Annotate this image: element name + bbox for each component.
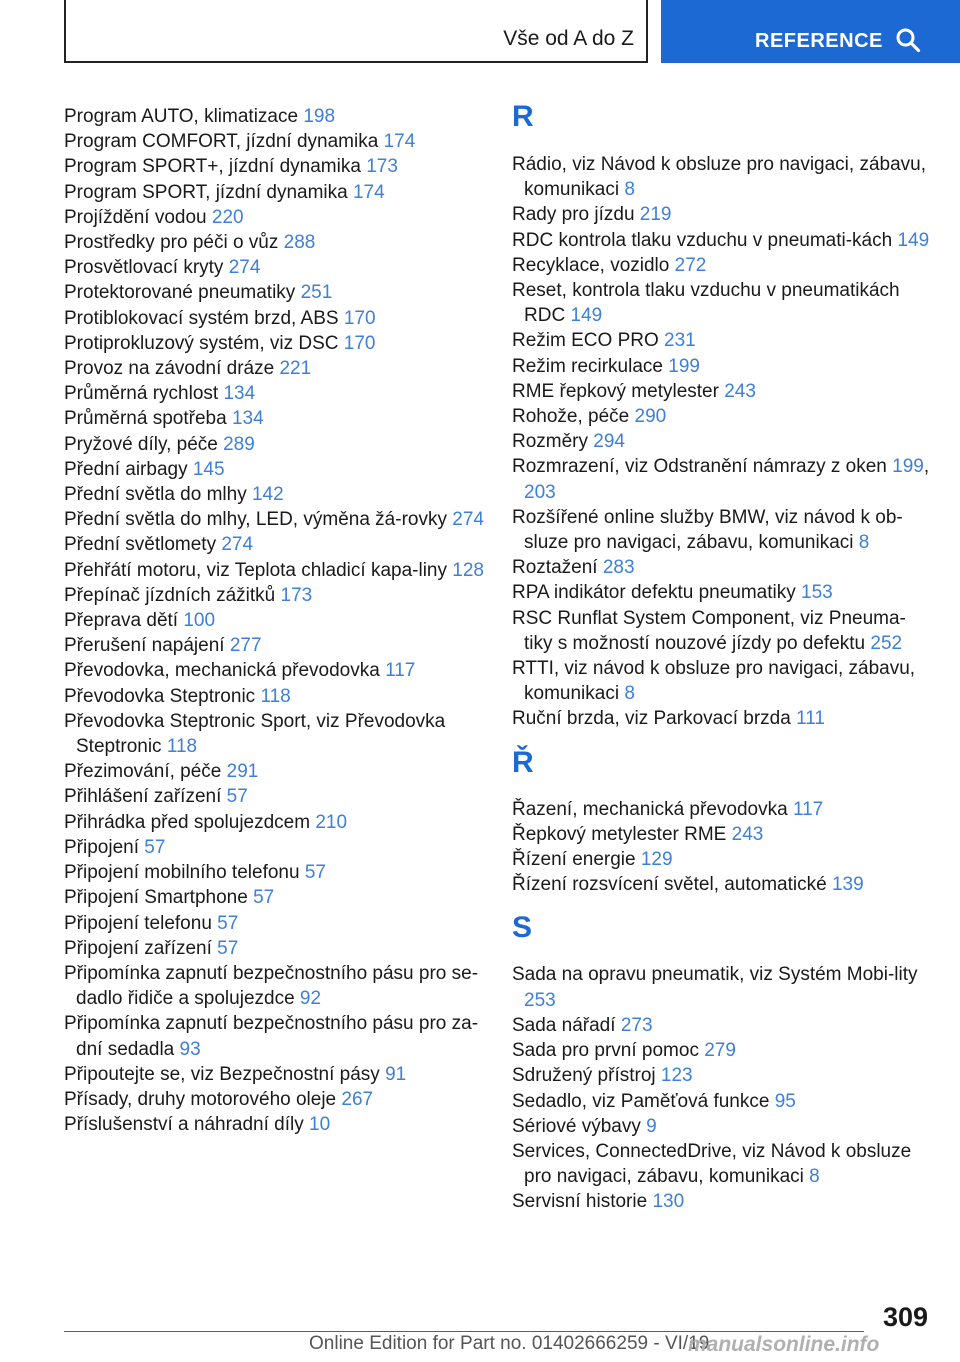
watermark: manualsonline.info (688, 1333, 880, 1356)
entry-term: Průměrná rychlost (64, 383, 219, 405)
index-entry (512, 328, 932, 353)
index-entry (64, 936, 484, 961)
index-entry (64, 835, 484, 860)
page-reference-link[interactable]: 8 (624, 179, 635, 201)
page-reference-link[interactable]: 283 (602, 557, 635, 579)
page-reference-link[interactable]: 149 (570, 305, 603, 327)
entry-term: Přepínač jízdních zážitků (64, 584, 276, 606)
entry-term: Sada nářadí (512, 1014, 616, 1036)
index-entry (64, 205, 484, 230)
index-entry (64, 583, 484, 608)
page-reference-link[interactable]: 219 (639, 204, 672, 226)
entry-term: Připoutejte se, viz Bezpečnostní pásy (64, 1063, 380, 1085)
index-entry (512, 1189, 932, 1214)
index-entry (512, 847, 932, 872)
entry-term: Řízení rozsvícení světel, automatické (512, 874, 827, 896)
page-reference-link[interactable]: 118 (260, 685, 291, 707)
section-letter: Ř (512, 745, 534, 779)
entry-term: RME řepkový metylester (512, 380, 719, 402)
index-entry (64, 1062, 484, 1087)
entry-term: Program SPORT+, jízdní dynamika (64, 156, 361, 178)
index-entry (64, 280, 484, 305)
page-reference-link[interactable]: 100 (183, 610, 216, 632)
page-reference-link[interactable]: 274 (228, 257, 261, 279)
index-entry (512, 1114, 932, 1139)
entry-term: Připojení zařízení (64, 937, 212, 959)
page-reference-link[interactable]: 57 (217, 937, 239, 959)
entry-term: Režim ECO PRO (512, 330, 659, 352)
entry-term: Rádio, viz Návod k obsluze pro navigaci, zábavu, komunikaci (512, 154, 927, 201)
entry-term: Rozmrazení, viz Odstranění námrazy z oken (512, 456, 887, 478)
index-entry (64, 331, 484, 356)
page-reference-link[interactable]: 57 (144, 836, 166, 858)
page-reference-link[interactable]: 149 (897, 229, 930, 251)
entry-term: Prosvětlovací kryty (64, 257, 224, 279)
page-reference-link[interactable]: 134 (231, 408, 264, 430)
entry-term: Průměrná spotřeba (64, 408, 227, 430)
entry-term: Řazení, mechanická převodovka (512, 798, 788, 820)
entry-term: Reset, kontrola tlaku vzduchu v pneumatikách RDC (512, 280, 900, 327)
reference-label: REFERENCE (755, 30, 883, 52)
entry-term: Řepkový metylester RME (512, 823, 727, 845)
entry-term: Program COMFORT, jízdní dynamika (64, 131, 379, 153)
entry-term: Services, ConnectedDrive, viz Návod k obsluze pro navigaci, zábavu, komunikaci (512, 1140, 912, 1188)
page-reference-link[interactable]: 134 (223, 383, 256, 405)
index-entry (512, 1038, 932, 1063)
entry-term: Připomínka zapnutí bezpečnostního pásu pro se-dadlo řidiče a spolujezdce (64, 962, 479, 1010)
index-entry (64, 860, 484, 885)
index-entry (512, 1013, 932, 1038)
index-entry (512, 1139, 932, 1189)
entry-term: Projíždění vodou (64, 206, 207, 228)
page-reference-link[interactable]: 174 (352, 181, 385, 203)
index-entry (64, 633, 484, 658)
entry-term: Převodovka Steptronic (64, 685, 256, 707)
index-entry (64, 306, 484, 331)
entry-term: RPA indikátor defektu pneumatiky (512, 582, 796, 604)
entry-term: Příslušenství a náhradní díly (64, 1114, 304, 1136)
entry-term: Přísady, druhy motorového oleje (64, 1088, 337, 1110)
index-entry (64, 356, 484, 381)
section-title: Vše od A do Z (503, 27, 634, 50)
index-entry (512, 379, 932, 404)
page-reference-link[interactable]: 289 (223, 433, 255, 455)
entry-term: Rozšířené online služby BMW, viz návod k ob-sluze pro navigaci, zábavu, komunikaci (512, 506, 903, 554)
index-entry (64, 658, 484, 683)
page-reference-link[interactable]: 288 (283, 232, 316, 254)
index-entry (512, 606, 932, 656)
page-reference-link[interactable]: 279 (704, 1040, 736, 1062)
entry-term: Sada na opravu pneumatik, viz Systém Mobi-lity (512, 964, 918, 986)
index-entry (512, 797, 932, 822)
index-entry (64, 129, 484, 154)
entry-term: Provoz na závodní dráze (64, 358, 275, 380)
index-entry (64, 381, 484, 406)
section-letter: S (512, 911, 533, 945)
page-reference-link[interactable]: 291 (226, 761, 259, 783)
entry-term: Přeprava dětí (64, 610, 179, 632)
index-entry (64, 230, 484, 255)
entry-term: Připojení (64, 836, 139, 858)
index-entry (512, 202, 932, 227)
entry-term: Sdružený přístroj (512, 1065, 656, 1087)
entry-term: Program SPORT, jízdní dynamika (64, 181, 348, 203)
page-reference-link[interactable]: 294 (593, 431, 625, 453)
page-number: 309 (882, 1302, 928, 1332)
index-entry (64, 432, 484, 457)
entry-term: Rohože, péče (512, 406, 630, 428)
page-reference-link[interactable]: 173 (366, 156, 398, 178)
index-column-right (512, 100, 932, 1215)
page-reference-link[interactable]: 153 (801, 582, 833, 604)
entry-term: Přední světla do mlhy, LED, výměna žá-rovky (64, 509, 447, 531)
index-entry (64, 784, 484, 809)
page-reference-link[interactable]: 243 (724, 380, 756, 402)
index-entry (64, 709, 484, 759)
page-reference-link[interactable]: 221 (279, 358, 312, 380)
reference-tab[interactable] (661, 0, 960, 63)
entry-term: Přihrádka před spolujezdcem (64, 811, 311, 833)
page-reference-link[interactable]: 130 (652, 1191, 685, 1213)
page-reference-link[interactable]: 57 (253, 887, 275, 909)
entry-term: Servisní historie (512, 1191, 648, 1213)
index-entry (512, 354, 932, 379)
entry-term: Řízení energie (512, 849, 636, 871)
index-column-left (64, 104, 484, 1137)
page-reference-link[interactable]: 117 (792, 798, 824, 820)
page-reference-link[interactable]: 93 (179, 1038, 201, 1060)
page-reference-link[interactable]: 8 (858, 532, 870, 554)
page-reference-link[interactable]: 210 (315, 811, 348, 833)
entry-term: Převodovka, mechanická převodovka (64, 660, 380, 682)
footer-divider (64, 1331, 864, 1332)
index-entry (512, 822, 932, 847)
index-entry (512, 228, 932, 253)
page-reference-link[interactable]: 170 (343, 332, 376, 354)
index-entry (64, 885, 484, 910)
index-entry (512, 656, 932, 706)
page-reference-link[interactable]: 173 (280, 584, 313, 606)
index-entry (64, 810, 484, 835)
entry-term: Převodovka Steptronic Sport, viz Převodovka Steptronic (64, 710, 446, 758)
index-entry (64, 507, 484, 532)
page-reference-link[interactable]: 8 (809, 1166, 820, 1188)
index-entry (64, 104, 484, 129)
page-reference-link[interactable]: 231 (664, 330, 696, 352)
edition-text: Online Edition for Part no. 01402666259 - VI/19 (309, 1333, 710, 1354)
page-reference-link[interactable]: 139 (831, 874, 864, 896)
page-reference-link[interactable]: 274 (452, 509, 484, 531)
index-entry (512, 253, 932, 278)
page-reference-link[interactable]: 203 (524, 481, 556, 503)
entry-term: Připojení telefonu (64, 912, 212, 934)
entry-term: Přední světlomety (64, 534, 217, 556)
index-entry (512, 706, 932, 731)
page-reference-link[interactable]: 128 (452, 559, 484, 581)
entry-term: RDC kontrola tlaku vzduchu v pneumati-kách (512, 229, 893, 251)
page-reference-link[interactable]: 123 (660, 1065, 693, 1087)
page-reference-link[interactable]: 95 (774, 1090, 796, 1112)
entry-term: Protiblokovací systém brzd, ABS (64, 307, 339, 329)
page-reference-link[interactable]: 9 (646, 1115, 657, 1137)
entry-term: Protektorované pneumatiky (64, 282, 296, 304)
entry-term: Přerušení napájení (64, 635, 225, 657)
page-reference-link[interactable]: 92 (299, 988, 322, 1010)
entry-term: Přezimování, péče (64, 761, 222, 783)
index-entry (64, 961, 484, 1011)
entry-term: Připojení Smartphone (64, 887, 248, 909)
page-reference-link[interactable]: 117 (385, 660, 416, 682)
index-entry (64, 532, 484, 557)
index-entry (64, 1112, 484, 1137)
entry-term: RSC Runflat System Component, viz Pneuma-tiky s možností nouzové jízdy po defektu (512, 607, 906, 654)
entry-term: Roztažení (512, 557, 598, 579)
page-reference-link[interactable]: 198 (303, 106, 336, 127)
entry-term: Připojení mobilního telefonu (64, 862, 300, 884)
page-reference-link[interactable]: 252 (870, 632, 903, 654)
search-icon[interactable] (895, 27, 921, 53)
entry-term: Režim recirkulace (512, 355, 663, 377)
index-entry (512, 404, 932, 429)
index-entry (512, 429, 932, 454)
index-entry (64, 558, 484, 583)
entry-term: Přehřátí motoru, viz Teplota chladicí kapa-liny (64, 559, 447, 581)
index-entry (64, 180, 484, 205)
index-entry (64, 1087, 484, 1112)
entry-term: Sériové výbavy (512, 1115, 641, 1137)
entry-term: Přihlášení zařízení (64, 786, 222, 808)
index-entry (512, 152, 932, 202)
index-entry (512, 555, 932, 580)
index-entry (512, 962, 932, 1012)
index-entry (64, 482, 484, 507)
index-entry (512, 872, 932, 897)
entry-term: Recyklace, vozidlo (512, 254, 670, 276)
entry-term: Rady pro jízdu (512, 204, 635, 226)
index-entry (512, 1089, 932, 1114)
page-reference-link[interactable]: 290 (634, 406, 667, 428)
index-entry (64, 1011, 484, 1061)
page-reference-link[interactable]: 129 (640, 849, 673, 871)
page-reference-link[interactable]: 199 (892, 456, 924, 478)
page-reference-link[interactable]: 273 (620, 1014, 653, 1036)
page-reference-link[interactable]: 267 (341, 1088, 374, 1110)
index-entry: Rozmrazení, viz Odstranění námrazy z oken 199, 203 (512, 456, 930, 503)
index-entry (512, 580, 932, 605)
page-reference-link[interactable]: 220 (211, 206, 244, 228)
page-reference-link[interactable]: 274 (221, 534, 254, 556)
section-letter: R (512, 100, 534, 133)
entry-term: Program AUTO, klimatizace (64, 106, 299, 127)
entry-term: Přední airbagy (64, 458, 188, 480)
index-entry (64, 255, 484, 280)
entry-term: RTTI, viz návod k obsluze pro navigaci, zábavu, komunikaci (512, 658, 916, 705)
page-reference-link[interactable]: 111 (796, 708, 825, 730)
page-reference-link[interactable]: 199 (668, 355, 700, 377)
page-reference-link[interactable]: 243 (731, 823, 764, 845)
page-reference-link[interactable]: 253 (524, 989, 556, 1011)
index-entry (64, 684, 484, 709)
page-reference-link[interactable]: 142 (251, 484, 284, 506)
page-reference-link[interactable]: 57 (304, 862, 326, 884)
index-entry (512, 1063, 932, 1088)
page-reference-link[interactable]: 118 (166, 736, 198, 758)
page-reference-link[interactable]: 8 (624, 683, 635, 705)
entry-term: Prostředky pro péči o vůz (64, 232, 279, 254)
entry-term: Přední světla do mlhy (64, 484, 247, 506)
page-reference-link[interactable]: 57 (217, 912, 239, 934)
page-reference-link[interactable]: 277 (229, 635, 262, 657)
index-entry (64, 457, 484, 482)
index-entry (512, 505, 932, 555)
index-entry (64, 406, 484, 431)
page-reference-link[interactable]: 145 (192, 458, 225, 480)
page-reference-link[interactable]: 174 (383, 131, 416, 153)
page-reference-link[interactable]: 10 (309, 1114, 331, 1136)
page-reference-link[interactable]: 57 (226, 786, 248, 808)
index-entry (512, 278, 932, 328)
entry-term: Ruční brzda, viz Parkovací brzda (512, 708, 791, 730)
index-entry (64, 608, 484, 633)
page-reference-link[interactable]: 170 (343, 307, 376, 329)
entry-term: Pryžové díly, péče (64, 433, 218, 455)
page-reference-link[interactable]: 272 (674, 254, 707, 276)
entry-term: Sedadlo, viz Paměťová funkce (512, 1090, 770, 1112)
index-entry (64, 759, 484, 784)
index-entry (64, 154, 484, 179)
entry-term: Protiprokluzový systém, viz DSC (64, 332, 339, 354)
page-reference-link[interactable]: 251 (300, 282, 333, 304)
entry-term: Sada pro první pomoc (512, 1040, 699, 1062)
entry-term: Rozměry (512, 431, 589, 453)
index-entry (64, 911, 484, 936)
entry-term: Připomínka zapnutí bezpečnostního pásu pro za-dní sedadla (64, 1013, 479, 1060)
page-reference-link[interactable]: 91 (385, 1063, 407, 1085)
header-section-box (64, 0, 648, 63)
